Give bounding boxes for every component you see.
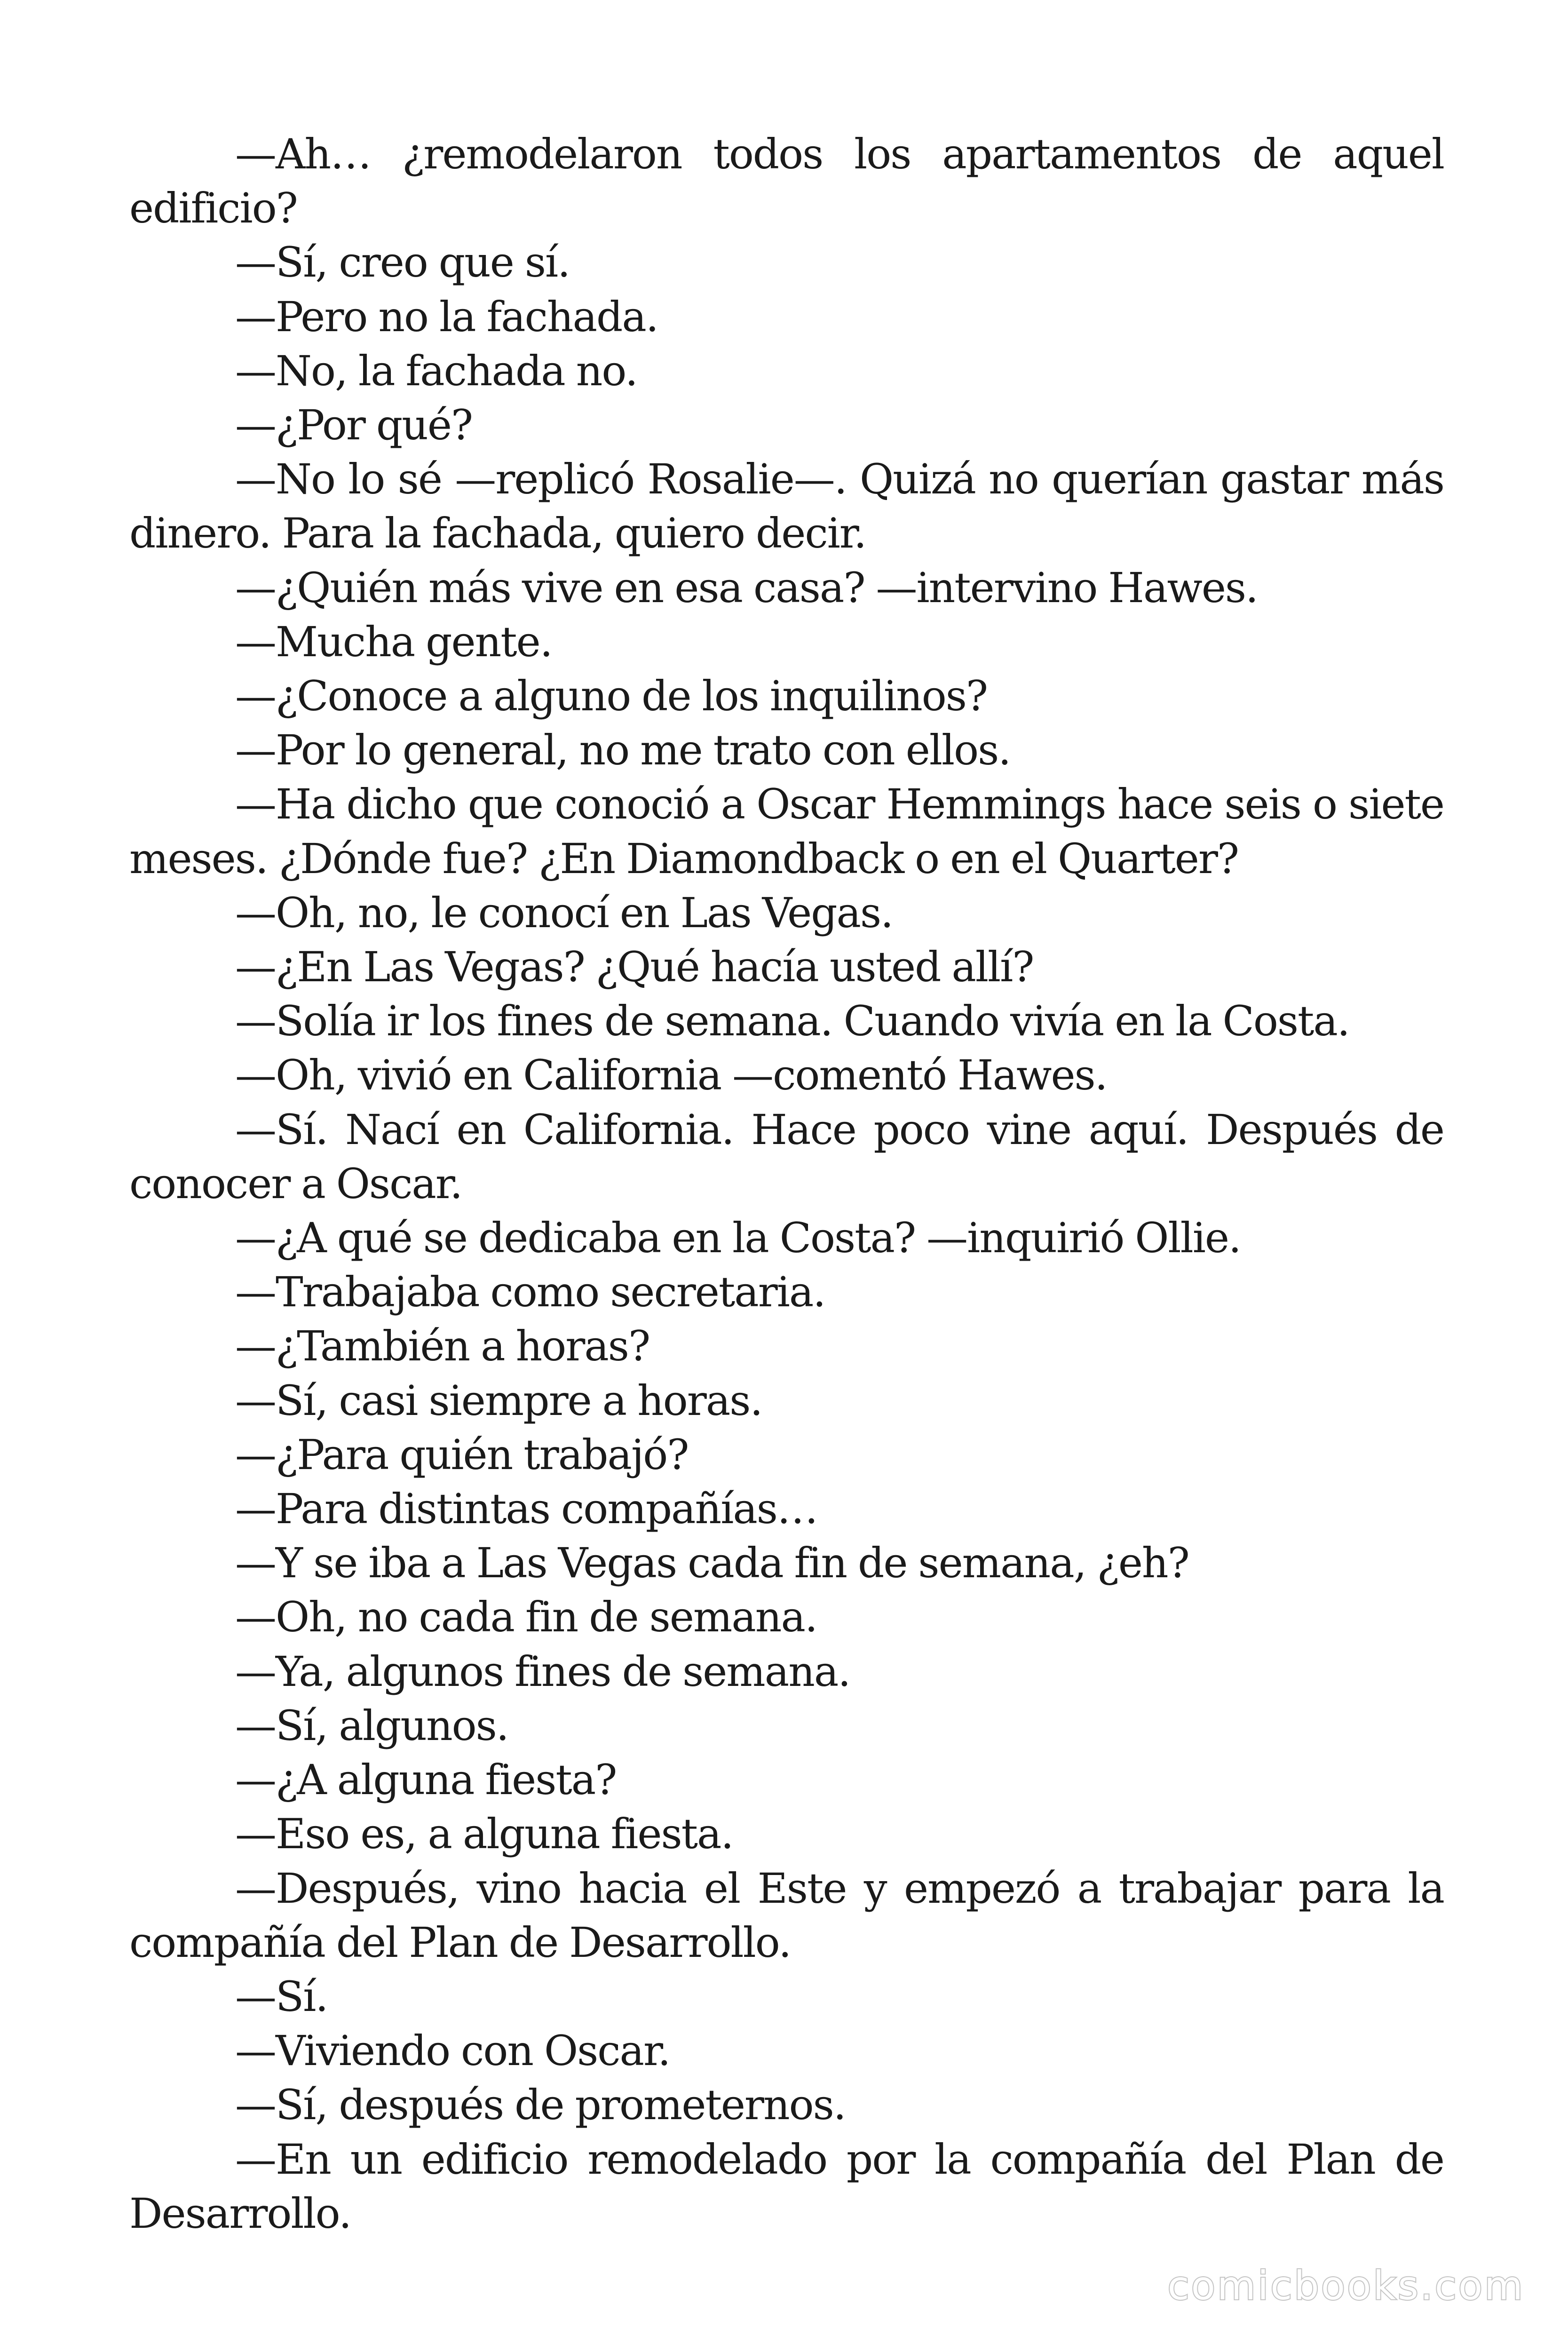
paragraph: —Oh, vivió en California —comentó Hawes. <box>235 1051 1107 1100</box>
watermark: comicbooks.com <box>1167 2263 1525 2309</box>
paragraph: —Viviendo con Oscar. <box>235 2026 670 2075</box>
paragraph: —Sí. Nací en California. Hace poco vine aquí. Después de conocer a Oscar. <box>129 1105 1444 1208</box>
paragraph: —¿Por qué? <box>235 401 473 450</box>
paragraph: —Ya, algunos fines de semana. <box>235 1647 850 1696</box>
paragraph: —Y se iba a Las Vegas cada fin de semana, ¿eh? <box>235 1539 1189 1588</box>
paragraph: —En un edificio remodelado por la compañía del Plan de Desarrollo. <box>129 2135 1444 2238</box>
paragraph: —Mucha gente. <box>235 617 552 666</box>
paragraph: —¿A qué se dedicaba en la Costa? —inquirió Ollie. <box>235 1214 1241 1263</box>
paragraph: —Sí, casi siempre a horas. <box>235 1376 762 1425</box>
paragraph: —¿En Las Vegas? ¿Qué hacía usted allí? <box>235 943 1034 992</box>
paragraph: —Pero no la fachada. <box>235 292 658 341</box>
paragraph: —¿También a horas? <box>235 1322 650 1371</box>
paragraph: —¿A alguna fiesta? <box>235 1756 617 1804</box>
paragraph: —Oh, no cada fin de semana. <box>235 1593 817 1642</box>
paragraph: —No lo sé —replicó Rosalie—. Quizá no querían gastar más dinero. Para la fachada, quiero decir. <box>129 455 1444 558</box>
page-body <box>129 127 1444 2241</box>
paragraph: —¿Conoce a alguno de los inquilinos? <box>235 672 988 721</box>
paragraph: —Por lo general, no me trato con ellos. <box>235 726 1011 775</box>
paragraph: —¿Para quién trabajó? <box>235 1430 689 1479</box>
paragraph: —Sí, creo que sí. <box>235 238 570 287</box>
paragraph: —Sí. <box>235 1972 328 2021</box>
paragraph: —Solía ir los fines de semana. Cuando vivía en la Costa. <box>235 997 1349 1046</box>
paragraph: —Ah… ¿remodelaron todos los apartamentos de aquel edificio? <box>129 130 1444 233</box>
paragraph: —No, la fachada no. <box>235 346 637 395</box>
paragraph: —Después, vino hacia el Este y empezó a trabajar para la compañía del Plan de Desarrollo. <box>129 1864 1444 1967</box>
paragraph: —Sí, algunos. <box>235 1701 508 1750</box>
paragraph: —Ha dicho que conoció a Oscar Hemmings hace seis o siete meses. ¿Dónde fue? ¿En Diamondback o en el Quarter? <box>129 780 1444 883</box>
paragraph: —Sí, después de prometernos. <box>235 2081 846 2130</box>
paragraph: —¿Quién más vive en esa casa? —intervino Hawes. <box>235 563 1258 612</box>
paragraph: —Trabajaba como secretaria. <box>235 1268 825 1317</box>
paragraph: —Eso es, a alguna fiesta. <box>235 1810 733 1859</box>
paragraph: —Para distintas compañías… <box>235 1485 817 1534</box>
paragraph: —Oh, no, le conocí en Las Vegas. <box>235 888 893 937</box>
